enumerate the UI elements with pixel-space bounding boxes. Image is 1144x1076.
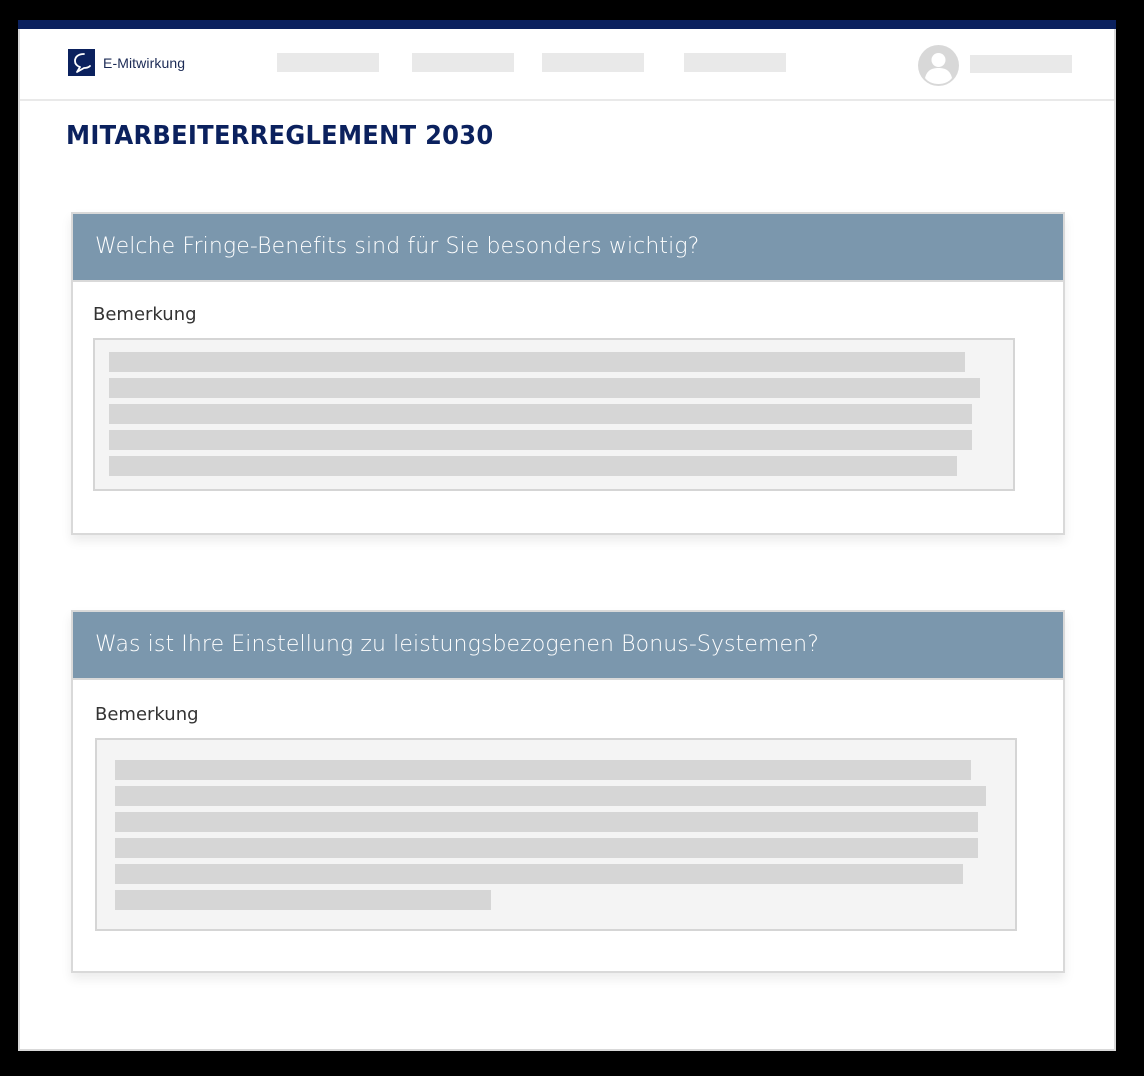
text-line-placeholder: [115, 812, 978, 832]
question-heading: Was ist Ihre Einstellung zu leistungsbezogenen Bonus-Systemen?: [73, 612, 1063, 680]
text-line-placeholder: [109, 378, 980, 398]
app-logo[interactable]: [68, 49, 185, 76]
remark-label: Bemerkung: [95, 704, 199, 725]
user-name-placeholder[interactable]: [970, 55, 1072, 73]
text-line-placeholder: [109, 430, 972, 450]
browser-window: [18, 20, 1116, 1051]
text-line-placeholder: [115, 786, 986, 806]
remark-label: Bemerkung: [93, 304, 197, 325]
nav-item-2[interactable]: [412, 53, 514, 72]
top-accent-bar: [18, 20, 1116, 29]
page-title: MITARBEITERREGLEMENT 2030: [66, 121, 494, 151]
question-card-1: [71, 212, 1065, 535]
nav-item-3[interactable]: [542, 53, 644, 72]
text-line-placeholder: [109, 456, 957, 476]
remark-textarea[interactable]: [93, 338, 1015, 491]
question-heading: Welche Fringe-Benefits sind für Sie besonders wichtig?: [73, 214, 1063, 282]
user-avatar-icon[interactable]: [918, 45, 959, 86]
question-card-2: [71, 610, 1065, 973]
text-line-placeholder: [115, 864, 963, 884]
nav-item-1[interactable]: [277, 53, 379, 72]
text-line-placeholder: [115, 838, 978, 858]
text-line-placeholder: [109, 404, 972, 424]
text-line-placeholder: [115, 890, 491, 910]
text-line-placeholder: [115, 760, 971, 780]
nav-item-4[interactable]: [684, 53, 786, 72]
speech-bubble-icon: [68, 49, 95, 76]
app-header: [20, 29, 1114, 101]
app-name: E-Mitwirkung: [103, 54, 186, 71]
remark-textarea[interactable]: [95, 738, 1017, 931]
text-line-placeholder: [109, 352, 965, 372]
